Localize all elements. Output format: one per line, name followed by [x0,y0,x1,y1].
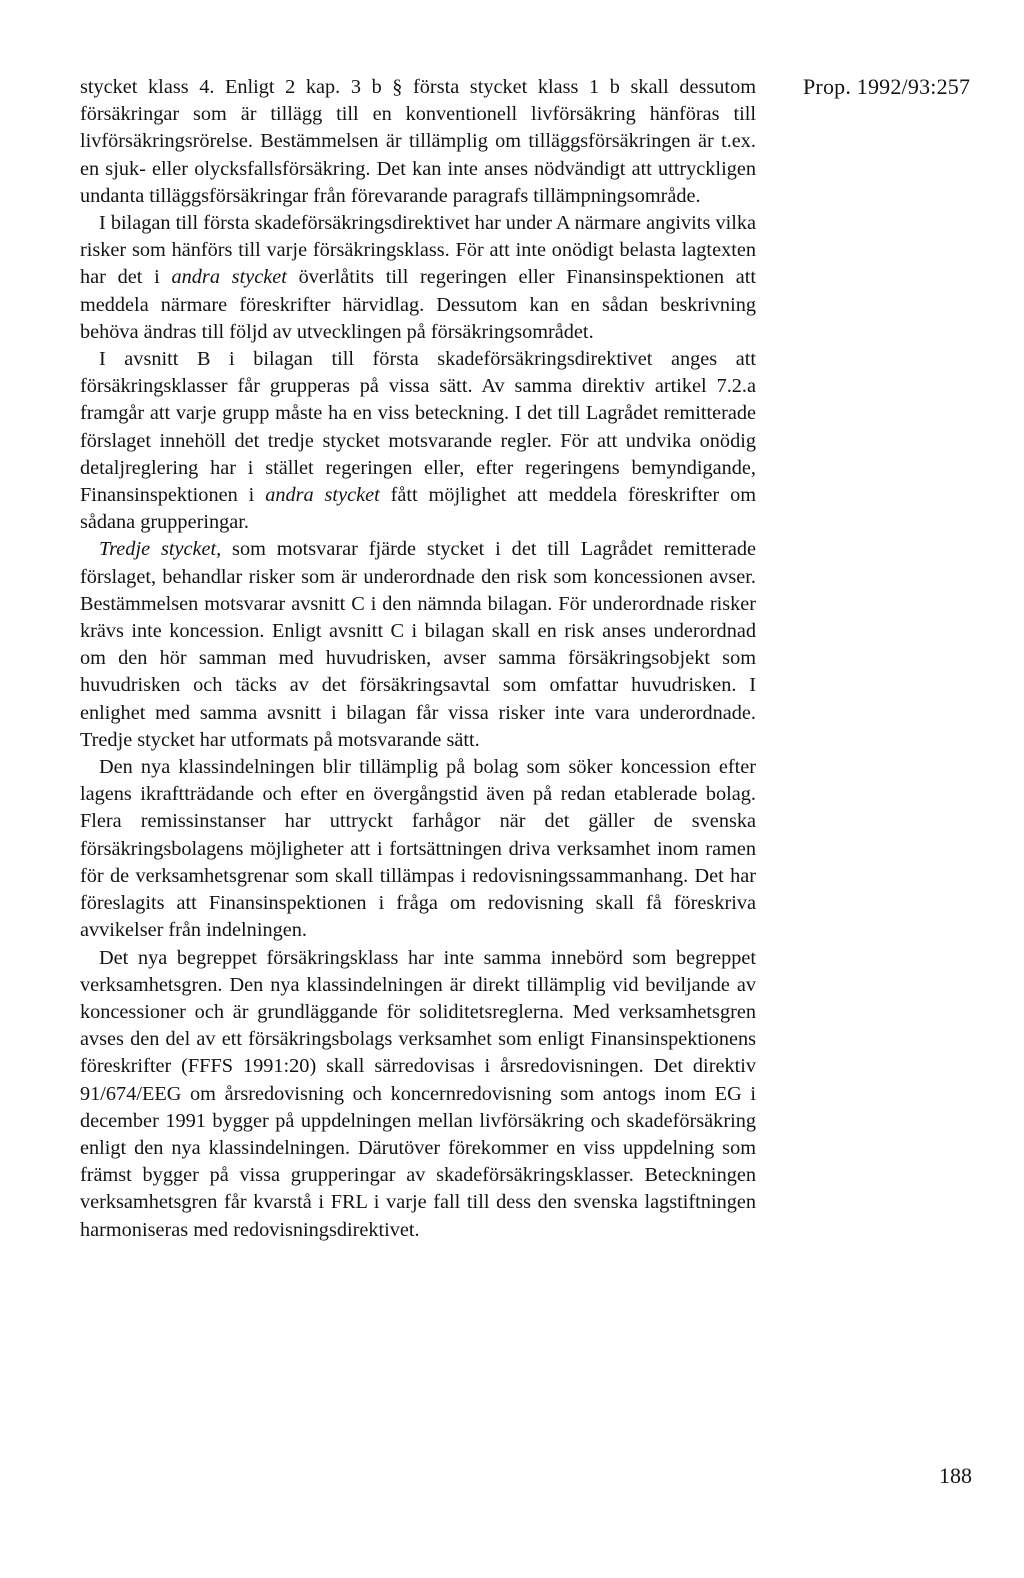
paragraph-2-text-after: överlåtits till regeringen eller Finansinspektionen att meddela närmare föreskrifter härvidlag. Dessutom kan en sådan beskrivning behöva ändras till följd av utvecklingen på försäkringsområdet. [80,266,756,343]
paragraph-4-emphasis: Tredje stycket, [99,538,222,561]
paragraph-3 [80,346,756,536]
paragraph-5: Den nya klassindelningen blir tillämplig på bolag som söker koncession efter lagens ikraftträdande och efter en övergångstid även på redan etablerade bolag. Flera remissinstanser har uttryckt farhågor när det gäller de svenska försäkringsbolagens möjligheter att i fortsättningen driva verksamhet inom ramen för de verksamhetsgrenar som skall tillämpas i redovisningssammanhang. Det har föreslagits att Finansinspektionen i fråga om redovisning skall få föreskriva avvikelser från indelningen. [80,756,756,942]
paragraph-6: Det nya begreppet försäkringsklass har inte samma innebörd som begreppet verksamhetsgren. Den nya klassindelningen är direkt tillämplig vid beviljande av koncessioner och är grundläggande för soliditetsreglerna. Med verksamhetsgren avses den del av ett försäkringsbolags verksamhet som enligt Finansinspektionens föreskrifter (FFFS 1991:20) skall särredovisas i årsredovisningen. Det direktiv 91/674/EEG om årsredovisning och koncernredovisning som antogs inom EG i december 1991 bygger på uppdelningen mellan livförsäkring och skadeförsäkring enligt den nya klassindelningen. Därutöver förekommer en viss uppdelning som främst bygger på vissa grupperingar av skadeförsäkringsklasser. Beteckningen verksamhetsgren får kvarstå i FRL i varje fall till dess den svenska lagstiftningen harmoniseras med redovisningsdirektivet. [80,946,756,1241]
paragraph-2 [80,210,756,346]
paragraph-3-emphasis: andra stycket [265,484,380,507]
paragraph-1: stycket klass 4. Enligt 2 kap. 3 b § första stycket klass 1 b skall dessutom försäkringar som är tillägg till en konventionell livförsäkring hänföras till livförsäkringsrörelse. Bestämmelsen är tillämplig om tilläggsförsäkringen är t.ex. en sjuk- eller olycksfallsförsäkring. Det kan inte anses nödvändigt att uttryckligen undanta tilläggsförsäkringar från förevarande paragrafs tillämpningsområde. [80,76,756,207]
paragraph-4 [80,536,756,754]
paragraph-3-text-before: I avsnitt B i bilagan till första skadeförsäkringsdirektivet anges att försäkringsklasser får grupperas på vissa sätt. Av samma direktiv artikel 7.2.a framgår att varje grupp måste ha en viss beteckning. I det till Lagrådet remitterade förslaget innehöll det tredje stycket motsvarande regler. För att undvika onödig detaljreglering har i stället regeringen eller, efter regeringens bemyndigande, Finansinspektionen i [80,348,756,507]
paragraph-4-text-after: som motsvarar fjärde stycket i det till Lagrådet remitterade förslaget, behandlar risker som är underordnade den risk som koncessionen avser. Bestämmelsen motsvarar avsnitt C i den nämnda bilagan. För underordnade risker krävs inte koncession. Enligt avsnitt C i bilagan skall en risk anses underordnad om den hör samman med huvudrisken, avser samma försäkringsobjekt som huvudrisken och täcks av det försäkringsavtal som omfattar huvudrisken. I enlighet med samma avsnitt i bilagan får vissa risker inte vara underordnade. Tredje stycket har utformats på motsvarande sätt. [80,538,756,751]
page-number: 188 [939,1463,972,1488]
body-text [80,74,756,1244]
paragraph-2-text-before: I bilagan till första skadeförsäkringsdirektivet har under A närmare angivits vilka risker som hänförs till varje försäkringsklass. För att inte onödigt belasta lagtexten har det i [80,212,756,289]
margin-reference: Prop. 1992/93:257 [803,74,971,99]
paragraph-3-text-after: fått möjlighet att meddela föreskrifter om sådana grupperingar. [80,484,756,534]
paragraph-2-emphasis: andra stycket [171,266,287,289]
